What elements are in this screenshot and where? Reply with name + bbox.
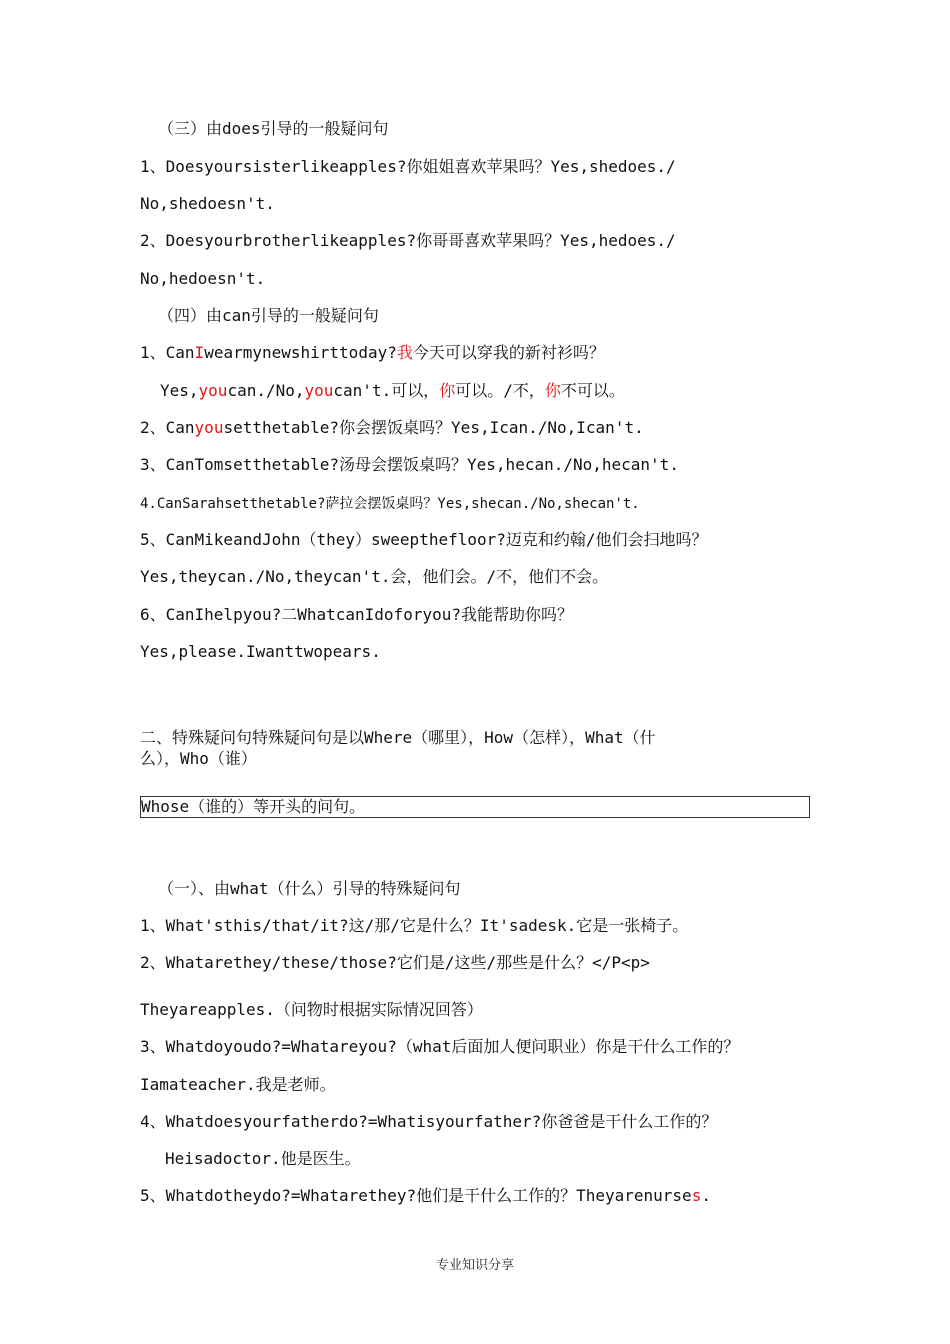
what-q5: 5、Whatdotheydo?=Whatarethey?他们是干什么工作的？Theyarenurses. — [140, 1186, 711, 1205]
boxed-text-row: Whose（谁的）等开头的问句。 — [140, 796, 810, 818]
what-a2: Theyareapples.（问物时根据实际情况回答） — [140, 1000, 483, 1019]
does-a1: No,shedoesn't. — [140, 194, 275, 213]
can-q3: 3、CanTomsetthetable?汤母会摆饭桌吗？Yes,hecan./No,hecan't. — [140, 455, 679, 474]
what-a3: Iamateacher.我是老师。 — [140, 1075, 336, 1094]
does-q2: 2、Doesyourbrotherlikeapples?你哥哥喜欢苹果吗？Yes,hedoes./ — [140, 231, 676, 250]
section-heading-can: （四）由can引导的一般疑问句 — [158, 306, 379, 325]
special-questions-intro-line2: 么），Who（谁） — [140, 749, 257, 768]
what-q3: 3、Whatdoyoudo?=Whatareyou?（what后面加人便问职业）你是干什么工作的？ — [140, 1037, 740, 1056]
can-a5: Yes,theycan./No,theycan't.会，他们会。/不，他们不会。 — [140, 567, 609, 586]
special-questions-intro-line1: 二、特殊疑问句特殊疑问句是以Where（哪里），How（怎样），What（什 — [140, 728, 656, 747]
can-q4: 4.CanSarahsetthetable?萨拉会摆饭桌吗？Yes,shecan./No,shecan't. — [140, 496, 640, 512]
can-q2: 2、Canyousetthetable?你会摆饭桌吗？Yes,Ican./No,Ican't. — [140, 418, 644, 437]
what-q2: 2、Whatarethey/these/those?它们是/这些/那些是什么？</P<p> — [140, 953, 650, 972]
section-heading-does: （三）由does引导的一般疑问句 — [158, 119, 389, 138]
what-q4: 4、Whatdoesyourfatherdo?=Whatisyourfather?你爸爸是干什么工作的？ — [140, 1112, 718, 1131]
section-heading-what: （一）、由what（什么）引导的特殊疑问句 — [158, 879, 461, 898]
what-q1: 1、What'sthis/that/it?这/那/它是什么？It'sadesk.它是一张椅子。 — [140, 916, 689, 935]
can-a1: Yes,youcan./No,youcan't.可以，你可以。/不，你不可以。 — [160, 381, 625, 400]
can-a6: Yes,please.Iwanttwopears. — [140, 642, 381, 661]
can-q1: 1、CanIwearmynewshirttoday?我今天可以穿我的新衬衫吗？ — [140, 343, 605, 362]
does-q1: 1、Doesyoursisterlikeapples?你姐姐喜欢苹果吗？Yes,shedoes./ — [140, 157, 676, 176]
does-a2: No,hedoesn't. — [140, 269, 266, 288]
can-q6: 6、CanIhelpyou?二WhatcanIdoforyou?我能帮助你吗？ — [140, 605, 573, 624]
what-a4: Heisadoctor.他是医生。 — [165, 1149, 361, 1168]
page-footer: 专业知识分享 — [435, 1258, 514, 1273]
can-q5: 5、CanMikeandJohn（they）sweepthefloor?迈克和约翰/他们会扫地吗？ — [140, 530, 708, 549]
